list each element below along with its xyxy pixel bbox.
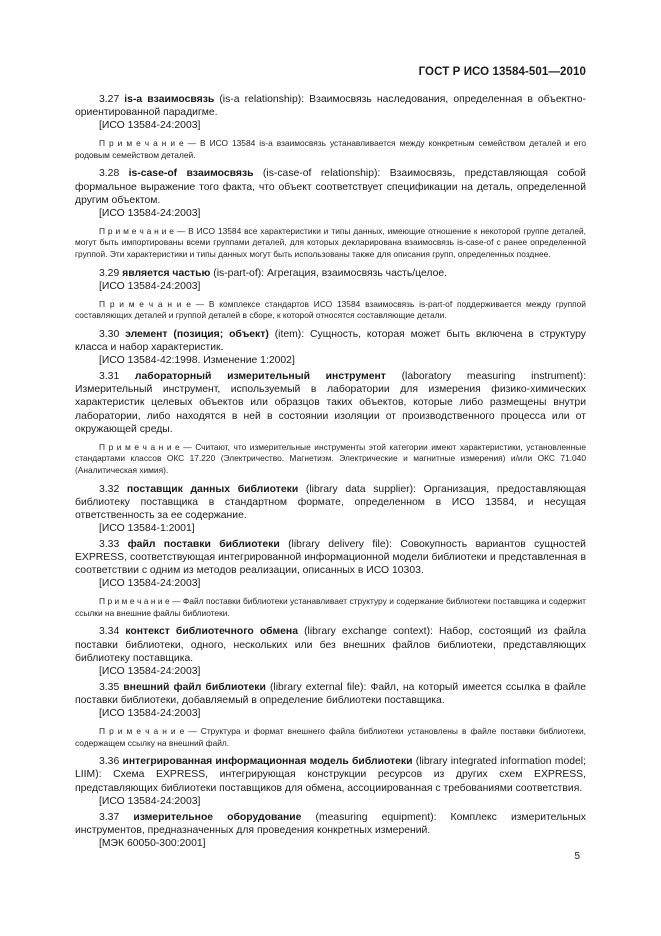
term-number: 3.27: [99, 94, 125, 105]
term-entry: [75, 625, 586, 677]
term-definition: [75, 625, 586, 664]
term-text: (library external file): Файл, на который имеется ссылка в файле поставки библиотеки, добавляемый в определение библиотеки поставщика.: [75, 681, 586, 706]
term-definition: [75, 370, 586, 435]
term-entry: [75, 538, 586, 620]
term-entry: [75, 93, 586, 161]
term-source-reference: [ИСО 13584-24:2003]: [99, 207, 201, 219]
term-entry: [75, 267, 586, 322]
term-number: 3.36: [99, 756, 123, 768]
term-entry: [75, 681, 586, 749]
term-definition: [75, 167, 586, 206]
term-note: [75, 226, 586, 261]
note-label: П р и м е ч а н и е: [99, 225, 174, 236]
term-number: 3.34: [99, 626, 126, 638]
note-label: П р и м е ч а н и е: [99, 596, 170, 607]
note-label: П р и м е ч а н и е: [99, 441, 180, 452]
term-text: (laboratory measuring instrument): Измерительный инструмент, используемый в лаборатории для измерения физико-химических характеристик целевых объектов или образцов таких объектов, которые либо размещены внутри лаборатории, либо находятся в ней в состоянии изоляции от производственного процесса или от окружающей среды.: [75, 371, 586, 435]
note-label: П р и м е ч а н и е: [99, 138, 184, 149]
term-source-reference: [ИСО 13584-42:1998. Изменение 1:2002]: [99, 355, 295, 367]
term-number: 3.32: [99, 483, 127, 495]
term-number: 3.33: [99, 538, 128, 550]
term-entry: [75, 483, 586, 535]
term-name: контекст библиотечного обмена: [125, 626, 298, 638]
note-text: — В ИСО 13584 is-a взаимосвязь устанавливается между конкретным семейством деталей и его родовым семейством деталей.: [75, 138, 586, 160]
term-text: (measuring equipment): Комплекс измерительных инструментов, предназначенных для проведения конкретных измерений.: [75, 811, 586, 836]
term-source-reference: [ИСО 13584-24:2003]: [99, 665, 201, 677]
term-name: внешний файл библиотеки: [123, 681, 266, 693]
term-source-reference: [ИСО 13584-1:2001]: [99, 522, 195, 534]
term-definition: [75, 328, 586, 354]
term-text: (is-part-of): Агрегация, взаимосвязь часть/целое.: [210, 267, 448, 279]
document-header: ГОСТ Р ИСО 13584-501—2010: [418, 66, 586, 78]
term-entry: [75, 811, 586, 850]
term-entry: [75, 755, 586, 807]
term-text: (library delivery file): Совокупность вариантов сущностей EXPRESS, соответствующая интегрированной информационной модели библиотеки и представленная в соответствии с одним из методов реализации, описанных в ИСО 10303.: [75, 538, 586, 577]
term-name: файл поставки библиотеки: [127, 538, 280, 550]
note-label: П р и м е ч а н и е: [99, 726, 185, 737]
term-text: (library exchange context): Набор, состоящий из файла поставки библиотеки, одного, нескольких или без внешних файлов библиотеки, представляющих библиотеку поставщика.: [75, 626, 586, 664]
note-text: — В комплексе стандартов ИСО 13584 взаимосвязь is-part-of поддерживается между группой составляющих деталей и группой деталей в сборе, к которой относятся составляющие детали.: [75, 298, 586, 321]
term-name: поставщик данных библиотеки: [126, 483, 299, 495]
term-name: лабораторный измерительный инструмент: [134, 371, 386, 383]
term-source-reference: [ИСО 13584-24:2003]: [99, 708, 201, 720]
term-name: is-case-of взаимосвязь: [128, 168, 254, 180]
term-definition: [75, 538, 586, 577]
document-body: [75, 93, 586, 853]
term-number: 3.28: [99, 168, 129, 180]
term-text: (item): Сущность, которая может быть включена в структуру класса и набор характеристик.: [75, 329, 586, 354]
term-entry: [75, 167, 586, 260]
term-name: элемент (позиция; объект): [125, 329, 269, 340]
term-note: [75, 596, 586, 619]
term-text: (is-a relationship): Взаимосвязь наследования, определенная в объектно-ориентированной парадигме.: [75, 94, 586, 119]
term-name: is-a взаимосвязь: [124, 94, 215, 105]
term-note: [75, 299, 586, 322]
term-definition: [75, 681, 586, 707]
term-definition: [75, 755, 586, 794]
term-name: является частью: [122, 267, 211, 279]
term-text: (is-case-of relationship): Взаимосвязь, представляющая собой формальное выражение того факта, что объект соответствует спецификации на деталь, определенной другим объектом.: [75, 168, 586, 206]
term-source-reference: [ИСО 13584-24:2003]: [99, 578, 201, 590]
term-source-reference: [ИСО 13584-24:2003]: [99, 280, 201, 292]
term-definition: [75, 93, 586, 119]
term-definition: [75, 483, 586, 522]
note-text: — Структура и формат внешнего файла библиотеки установлены в файле поставки библиотеки, содержащем ссылку на внешний файл.: [75, 726, 586, 748]
term-name: измерительное оборудование: [133, 811, 302, 823]
note-text: — В ИСО 13584 все характеристики и типы данных, имеющие отношение к некоторой группе деталей, могут быть импортированы всеми группами деталей, для которых декларирована взаимосвязь is-case-of с ранее определенной группой. Эти характеристики и типы данных могут быть использованы также для описания групп, определенных позднее.: [75, 225, 586, 260]
term-number: 3.30: [99, 329, 126, 340]
term-note: [75, 726, 586, 749]
term-note: [75, 442, 586, 477]
term-source-reference: [МЭК 60050-300:2001]: [99, 837, 206, 849]
term-name: интегрированная информационная модель библиотеки: [122, 756, 413, 768]
term-entry: [75, 328, 586, 367]
term-text: (library data supplier): Организация, предоставляющая библиотеку поставщика в стандартном формате, определенном в ИСО 13584, и несущая ответственность за ее содержание.: [75, 483, 586, 521]
term-text: (library integrated information model; LIIM): Схема EXPRESS, интегрирующая конструкции ресурсов из других схем EXPRESS, представляющих библиотеки поставщиков для обмена, ассоциированная с требованиями соответствия.: [75, 756, 586, 794]
term-entry: [75, 370, 586, 476]
term-source-reference: [ИСО 13584-24:2003]: [99, 120, 201, 132]
note-label: П р и м е ч а н и е: [99, 298, 191, 309]
note-text: — Файл поставки библиотеки устанавливает структуру и содержание библиотеки поставщика и содержит ссылки на внешние файлы библиотеки.: [75, 596, 586, 618]
term-number: 3.29: [99, 267, 123, 279]
page-number: 5: [574, 851, 580, 862]
term-note: [75, 138, 586, 161]
term-number: 3.37: [99, 811, 134, 823]
term-definition: [75, 267, 586, 280]
term-definition: [75, 811, 586, 837]
term-source-reference: [ИСО 13584-24:2003]: [99, 795, 201, 807]
note-text: — Считают, что измерительные инструменты этой категории имеют характеристики, установленные стандартами классов ОКС 17.220 (Электричество. Магнетизм. Электрические и магнитные измерения) и/или ОКС 71.040 (Аналитическая химия).: [75, 441, 586, 475]
term-number: 3.35: [99, 681, 124, 693]
term-number: 3.31: [99, 371, 135, 383]
